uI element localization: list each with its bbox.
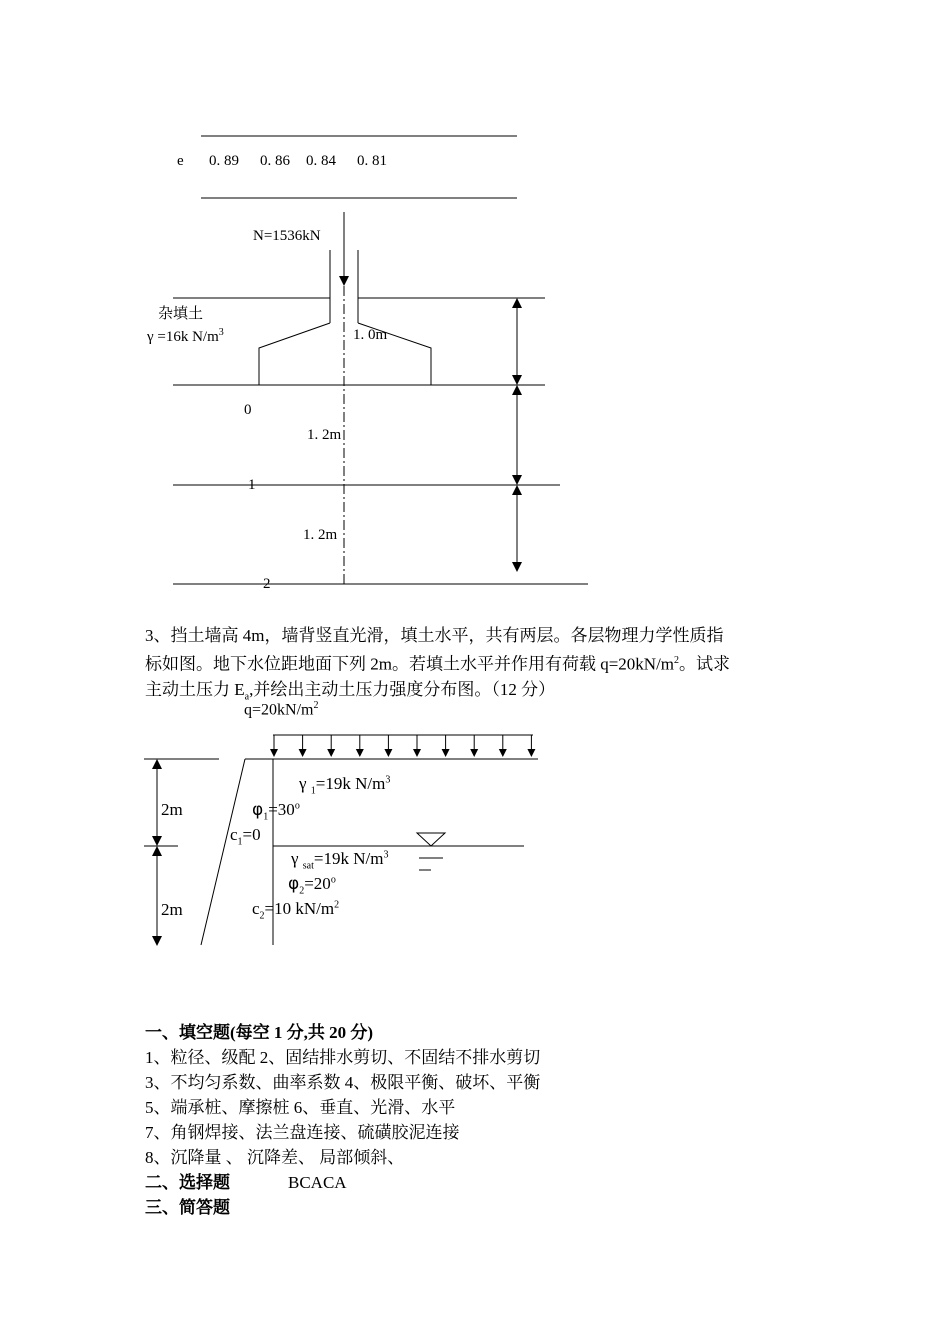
answer-line: 1、粒径、级配 2、固结排水剪切、不固结不排水剪切: [145, 1048, 541, 1067]
surcharge-arrowhead: [270, 749, 278, 757]
phi1-label: $\varphi_1=30^o$: [252, 800, 300, 823]
phi2-label: $\varphi_2=20^o$: [288, 874, 336, 897]
foundation-figure: [173, 212, 588, 584]
choice-answer: BCACA: [288, 1173, 347, 1192]
dimension-arrows: [512, 298, 522, 572]
gamma-sat-label: γ $_{sat}$=19k $N/m^3$: [291, 849, 389, 872]
answer-line: 5、端承桩、摩擦桩 6、垂直、光滑、水平: [145, 1098, 456, 1117]
load-label: N=1536kN: [253, 228, 321, 244]
c1-label: $c_1=0$: [230, 825, 261, 848]
answers-heading-short: 三、简答题: [145, 1198, 230, 1217]
surcharge-arrowhead: [299, 749, 307, 757]
table-cell: 0. 81: [357, 153, 387, 169]
fill-name-label: 杂填土: [158, 306, 204, 322]
question-3-text: 3、挡土墙高 4m，墙背竖直光滑，填土水平，共有两层。各层物理力学性质指 标如图。地下水位距地面下列 2m。若填土水平并作用有荷载 $q=20kN/m^2$。试求 主动土压力 $E_a$,并绘出主动土压力强度分布图。（12 分）: [145, 626, 731, 703]
height-2-label: 2m: [161, 900, 183, 919]
footing-outline: [259, 323, 330, 385]
surcharge-arrowhead: [470, 749, 478, 757]
surcharge-arrowhead: [527, 749, 535, 757]
answer-line: 8、沉降量 、 沉降差、 局部倾斜、: [145, 1148, 405, 1167]
thickness-2-label: 1. 2m: [303, 527, 338, 543]
c2-label: $c_2=10$ $kN/m^2$: [252, 899, 340, 922]
height-1-label: 2m: [161, 800, 183, 819]
table-cell: 0. 86: [260, 153, 290, 169]
gamma1-label: γ $_1$=19k $N/m^3$: [299, 774, 391, 797]
layer-2-label: 2: [263, 576, 271, 592]
answers-heading-fill-in: 一、填空题(每空 1 分,共 20 分): [145, 1023, 374, 1042]
layer-0-label: 0: [244, 402, 252, 418]
fill-gamma-label: γ =16k $N/m^3$: [147, 327, 224, 345]
surcharge-arrowhead: [413, 749, 421, 757]
layer-1-label: 1: [248, 477, 256, 493]
retaining-wall-figure: [144, 735, 538, 946]
surcharge-arrowhead: [499, 749, 507, 757]
answer-line: 3、不均匀系数、曲率系数 4、极限平衡、破坏、平衡: [145, 1073, 541, 1092]
surcharge-arrowhead: [442, 749, 450, 757]
table-cell: 0. 89: [209, 153, 239, 169]
answer-line: 7、角钢焊接、法兰盘连接、硫磺胶泥连接: [145, 1123, 460, 1142]
surcharge-arrowhead: [356, 749, 364, 757]
water-table-symbol: [417, 833, 445, 846]
table-row-label: e: [177, 153, 184, 169]
surcharge-label: $q=20kN/m^2$: [244, 700, 319, 719]
surcharge-arrowhead: [384, 749, 392, 757]
surcharge-arrowhead: [327, 749, 335, 757]
surcharge-arrows: [270, 735, 535, 757]
depth-label: 1. 0m: [353, 327, 388, 343]
answers-heading-choice: 二、选择题: [145, 1173, 230, 1192]
thickness-1-label: 1. 2m: [307, 427, 342, 443]
table-cell: 0. 84: [306, 153, 336, 169]
wall-face: [201, 759, 245, 945]
load-arrowhead: [339, 276, 349, 286]
